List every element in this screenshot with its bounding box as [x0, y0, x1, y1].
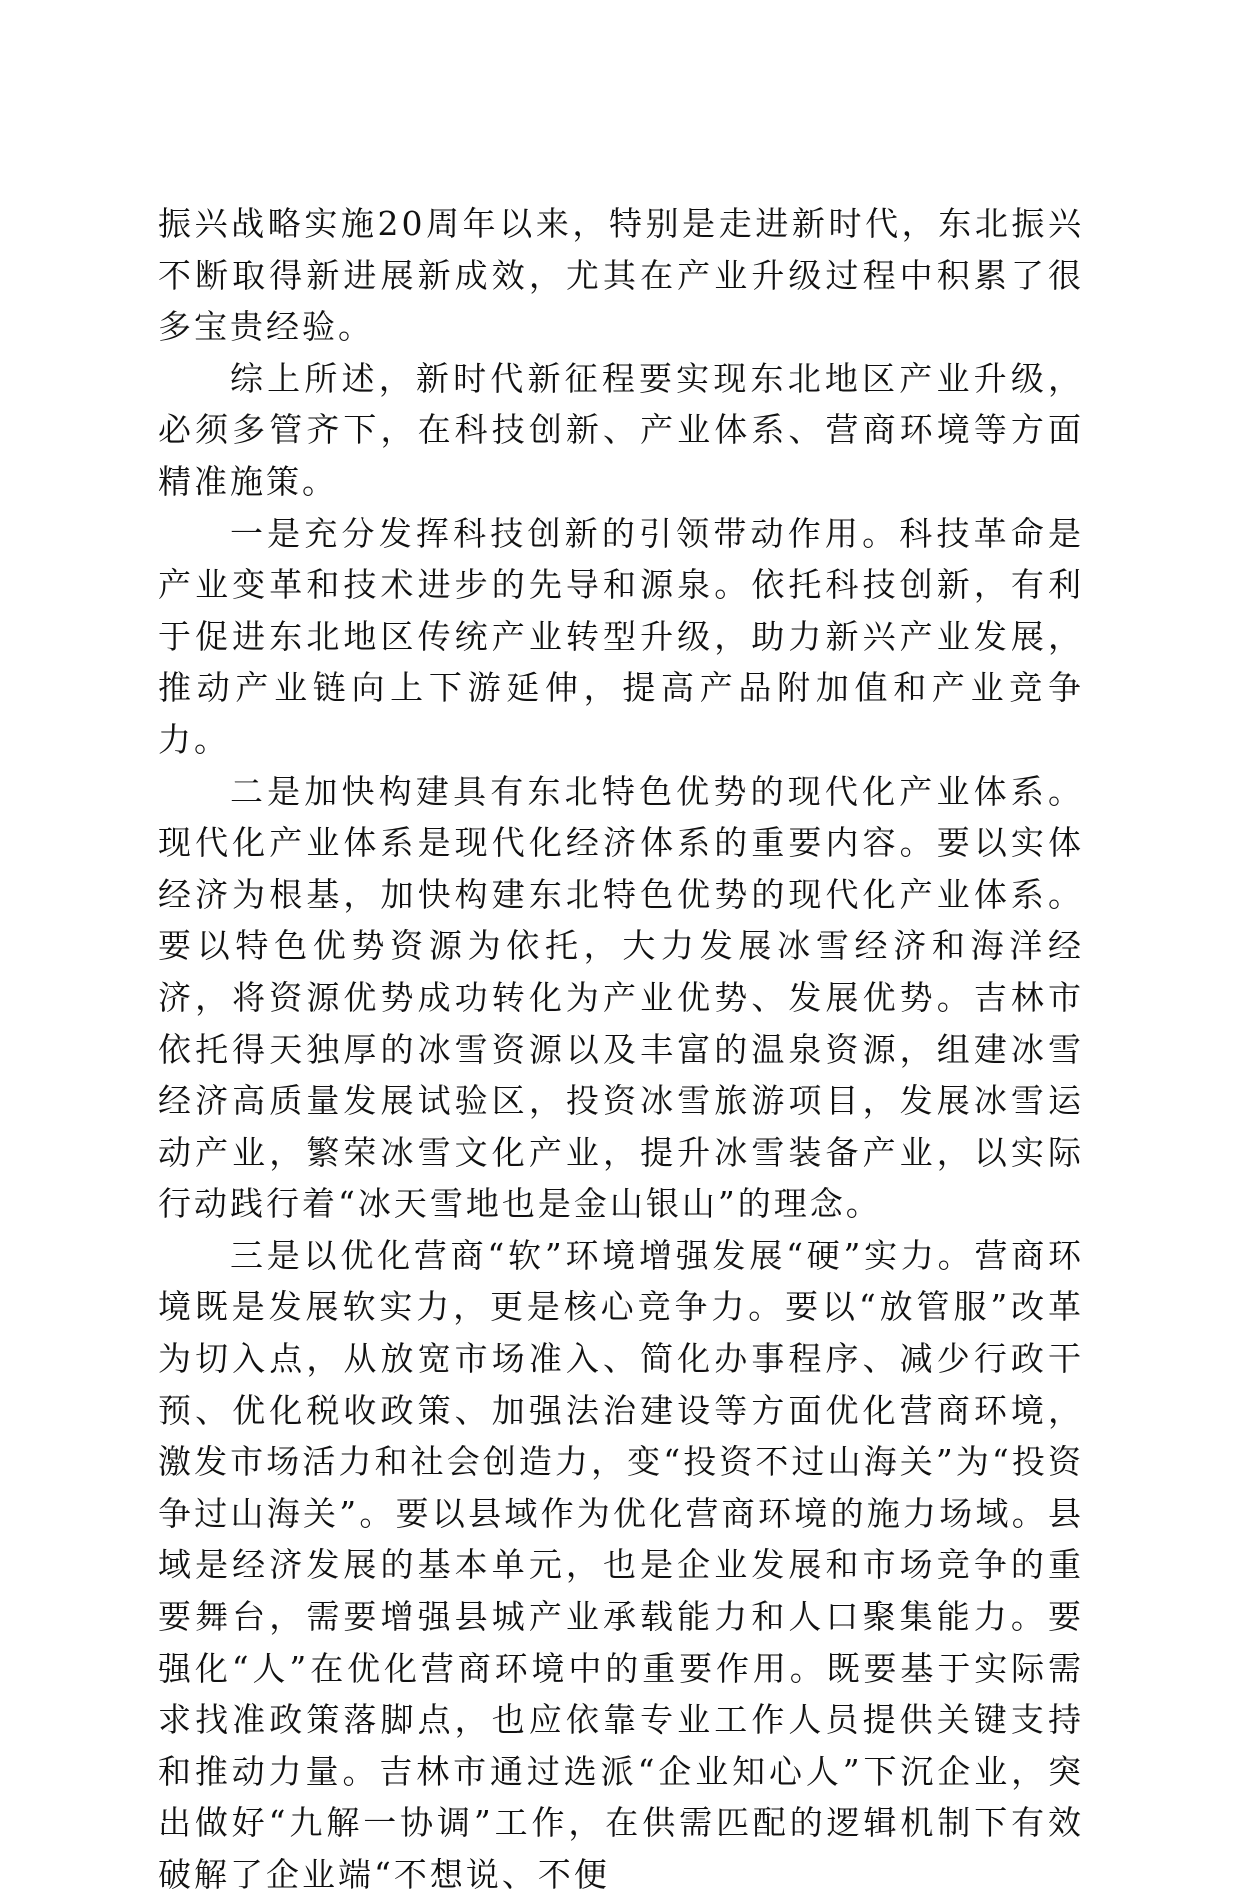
document-body	[158, 198, 1084, 1901]
paragraph-point-two: 二是加快构建具有东北特色优势的现代化产业体系。现代化产业体系是现代化经济体系的重要内容。要以实体经济为根基，加快构建东北特色优势的现代化产业体系。要以特色优势资源为依托，大力发展冰雪经济和海洋经济，将资源优势成功转化为产业优势、发展优势。吉林市依托得天独厚的冰雪资源以及丰富的温泉资源，组建冰雪经济高质量发展试验区，投资冰雪旅游项目，发展冰雪运动产业，繁荣冰雪文化产业，提升冰雪装备产业，以实际行动践行着“冰天雪地也是金山银山”的理念。	[158, 771, 1084, 1224]
paragraph-summary: 综上所述，新时代新征程要实现东北地区产业升级，必须多管齐下，在科技创新、产业体系、营商环境等方面精准施策。	[158, 358, 1084, 501]
paragraph-point-three: 三是以优化营商“软”环境增强发展“硬”实力。营商环境既是发展软实力，更是核心竞争力。要以“放管服”改革为切入点，从放宽市场准入、简化办事程序、减少行政干预、优化税收政策、加强法治建设等方面优化营商环境，激发市场活力和社会创造力，变“投资不过山海关”为“投资争过山海关”。要以县域作为优化营商环境的施力场域。县域是经济发展的基本单元，也是企业发展和市场竞争的重要舞台，需要增强县城产业承载能力和人口聚集能力。要强化“人”在优化营商环境中的重要作用。既要基于实际需求找准政策落脚点，也应依靠专业工作人员提供关键支持和推动力量。吉林市通过选派“企业知心人”下沉企业，突出做好“九解一协调”工作，在供需匹配的逻辑机制下有效破解了企业端“不想说、不便	[158, 1235, 1084, 1894]
paragraph-point-one: 一是充分发挥科技创新的引领带动作用。科技革命是产业变革和技术进步的先导和源泉。依托科技创新，有利于促进东北地区传统产业转型升级，助力新兴产业发展，推动产业链向上下游延伸，提高产品附加值和产业竞争力。	[158, 513, 1084, 759]
paragraph-continuation: 振兴战略实施20周年以来，特别是走进新时代，东北振兴不断取得新进展新成效，尤其在产业升级过程中积累了很多宝贵经验。	[158, 204, 1084, 347]
